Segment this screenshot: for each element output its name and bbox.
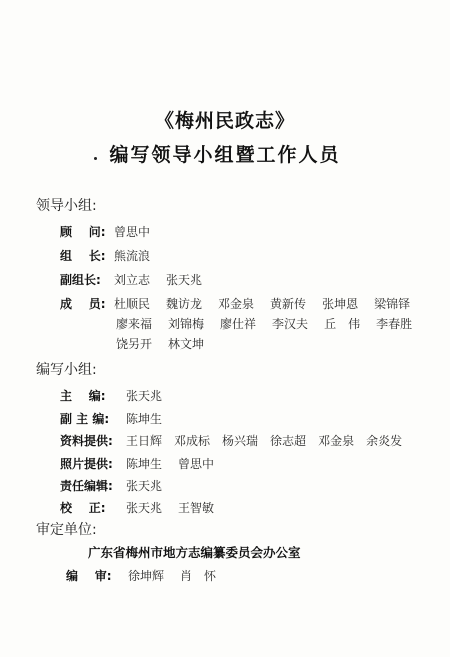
name: 廖仕祥 <box>220 317 257 331</box>
materials-row <box>60 433 402 449</box>
members-names-line2 <box>116 316 428 332</box>
name: 黄新传 <box>270 297 307 311</box>
leadership-heading: 领导小组: <box>36 198 97 214</box>
writing-heading: 编写小组: <box>36 362 97 378</box>
materials-label: 资料提供: <box>60 434 113 448</box>
name: 邓成标 <box>174 434 211 448</box>
name: 刘锦梅 <box>168 317 205 331</box>
name: 张坤恩 <box>322 297 359 311</box>
name: 肖 怀 <box>180 569 217 583</box>
name: 曾思中 <box>178 457 215 471</box>
name: 丘 伟 <box>324 317 361 331</box>
name: 李汉夫 <box>272 317 309 331</box>
responsible-editor-label: 责任编辑: <box>60 479 113 493</box>
responsible-editor-row <box>60 478 178 494</box>
name: 陈坤生 <box>126 457 163 471</box>
name: 饶另开 <box>116 337 153 351</box>
adviser-row <box>60 224 166 240</box>
name: 邓金泉 <box>318 434 355 448</box>
name: 熊流浪 <box>114 249 151 263</box>
adviser-names <box>114 224 166 240</box>
members-names-line1 <box>114 296 426 312</box>
chief-editor-names <box>126 388 178 404</box>
photos-row <box>60 456 230 472</box>
name: 曾思中 <box>114 225 151 239</box>
proofreading-label: 校 正: <box>60 501 106 515</box>
name: 余炎发 <box>366 434 403 448</box>
book-title: 《梅州民政志》 <box>154 110 295 132</box>
name: 邓金泉 <box>218 297 255 311</box>
photos-label: 照片提供: <box>60 457 113 471</box>
proofreading-names <box>126 500 230 516</box>
name: 杨兴瑞 <box>222 434 259 448</box>
name: 廖来福 <box>116 317 153 331</box>
proofreading-row <box>60 500 230 516</box>
name: 张天兆 <box>166 273 203 287</box>
deputy-editor-label: 副 主 编: <box>60 412 110 426</box>
name: 刘立志 <box>114 273 151 287</box>
name: 徐志超 <box>270 434 307 448</box>
name: 张天兆 <box>126 501 163 515</box>
materials-names <box>126 433 402 449</box>
responsible-editor-names <box>126 478 178 494</box>
reviewer-row <box>66 568 232 584</box>
name: 陈坤生 <box>126 412 163 426</box>
review-office: 广东省梅州市地方志编纂委员会办公室 <box>88 545 301 560</box>
adviser-label: 顾 问: <box>60 225 106 239</box>
deputy-editor-row <box>60 411 178 427</box>
review-heading: 审定单位: <box>36 522 97 538</box>
members-label: 成 员: <box>60 297 106 311</box>
leader-label: 组 长: <box>60 249 106 263</box>
deputy-names <box>114 272 218 288</box>
deputy-editor-names <box>126 411 178 427</box>
deputy-row <box>60 272 218 288</box>
name: 王日辉 <box>126 434 163 448</box>
print-speck <box>94 157 97 160</box>
reviewer-names <box>128 568 232 584</box>
members-names-line3 <box>116 336 220 352</box>
members-row <box>60 296 426 312</box>
name: 李春胜 <box>376 317 413 331</box>
page-title: 编写领导小组暨工作人员 <box>109 144 341 166</box>
photos-names <box>126 456 230 472</box>
name: 张天兆 <box>126 389 163 403</box>
name: 林文坤 <box>168 337 205 351</box>
name: 王智敏 <box>178 501 215 515</box>
chief-editor-row <box>60 388 178 404</box>
leader-row <box>60 248 166 264</box>
chief-editor-label: 主 编: <box>60 389 106 403</box>
name: 魏访龙 <box>166 297 203 311</box>
name: 梁锦铎 <box>374 297 411 311</box>
name: 徐坤辉 <box>128 569 165 583</box>
leader-names <box>114 248 166 264</box>
name: 杜顺民 <box>114 297 151 311</box>
name: 张天兆 <box>126 479 163 493</box>
reviewer-label: 编 审: <box>66 569 112 583</box>
deputy-label: 副组长: <box>60 273 101 287</box>
